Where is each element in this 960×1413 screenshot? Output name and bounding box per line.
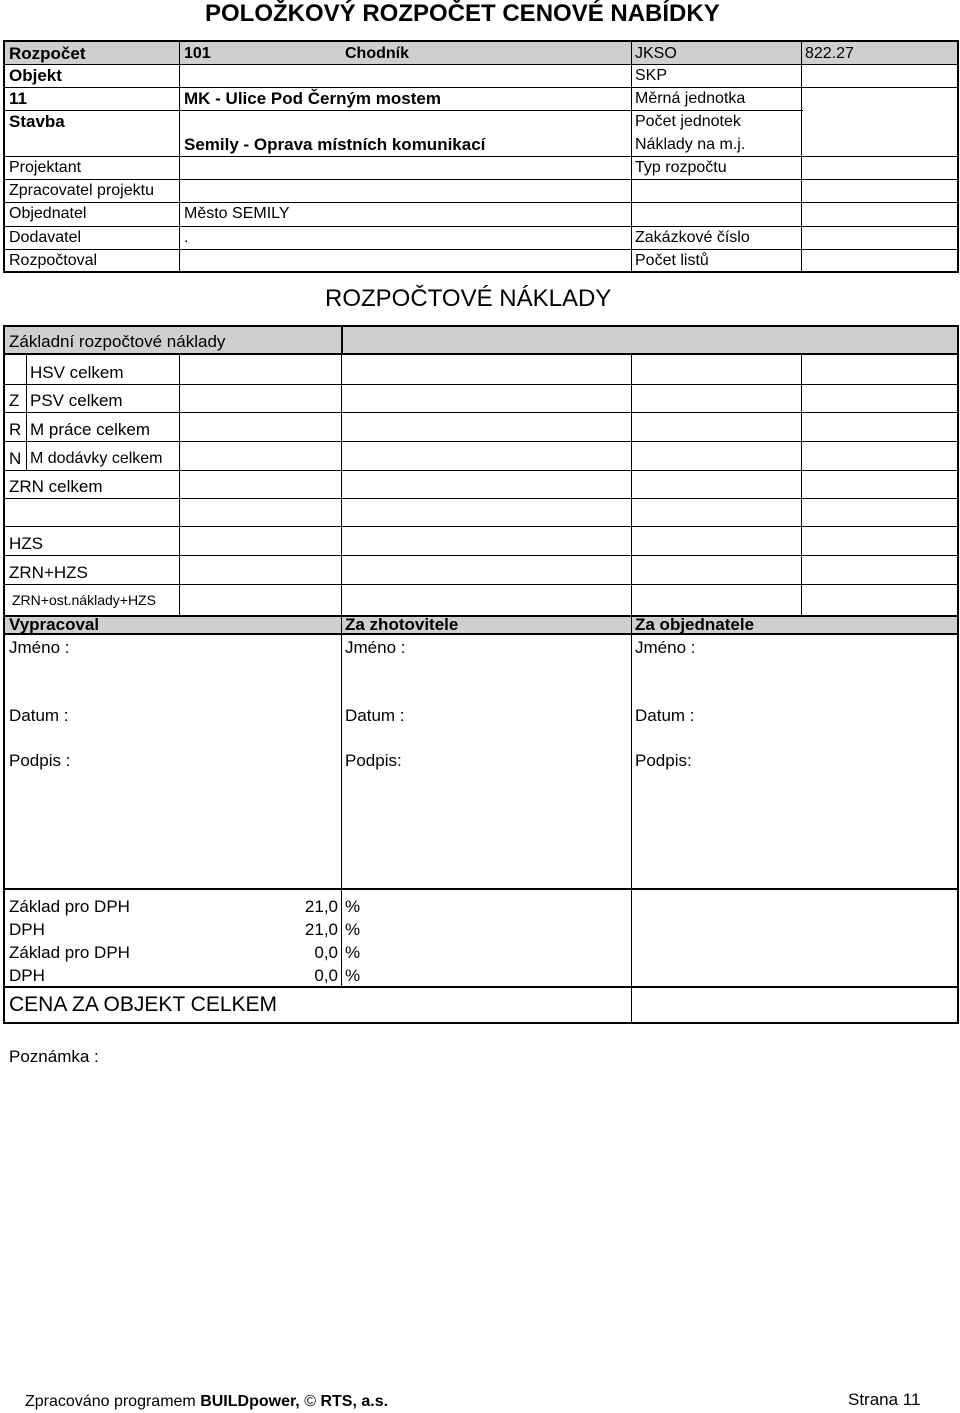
costs-section-title: ROZPOČTOVÉ NÁKLADY <box>325 285 612 312</box>
for-contractor-label: Za zhotovitele <box>345 615 459 634</box>
vat-row-unit: % <box>345 897 361 916</box>
vat-row-label: DPH <box>9 920 45 939</box>
copyright-icon: © <box>304 1393 316 1410</box>
page-title: POLOŽKOVÝ ROZPOČET CENOVÉ NABÍDKY <box>205 0 720 27</box>
object-total-label: CENA ZA OBJEKT CELKEM <box>9 993 278 1016</box>
footer-program-prefix: Zpracováno programem <box>25 1393 201 1410</box>
date-label-contractor: Datum : <box>345 706 405 725</box>
date-label-client: Datum : <box>635 706 695 725</box>
vat-row-unit: % <box>345 943 361 962</box>
sheet-count-label: Počet listů <box>635 252 709 269</box>
vat-row-unit: % <box>345 920 361 939</box>
budget-name: Chodník <box>345 45 409 62</box>
construction-label: Stavba <box>9 112 65 131</box>
name-label-client: Jméno : <box>635 638 696 657</box>
page-number: Strana 11 <box>848 1390 921 1409</box>
psv-total-label: PSV celkem <box>30 391 123 410</box>
jkso-value: 822.27 <box>805 45 854 62</box>
cost-per-unit-label: Náklady na m.j. <box>635 136 746 153</box>
date-label-prepared: Datum : <box>9 706 69 725</box>
vat-row-rate: 0,0 <box>314 966 338 985</box>
budget-code: 101 <box>184 45 211 62</box>
client-value: Město SEMILY <box>184 205 290 222</box>
supplier-value: . <box>184 229 189 246</box>
hzs-label: HZS <box>9 534 43 553</box>
signature-label-prepared: Podpis : <box>9 751 71 770</box>
footer-program <box>25 1393 388 1411</box>
vat-row-label: Základ pro DPH <box>9 943 130 962</box>
order-number-label: Zakázkové číslo <box>635 229 750 246</box>
vat-row-label: Základ pro DPH <box>9 897 130 916</box>
jkso-label: JKSO <box>635 45 677 62</box>
vat-row-rate: 0,0 <box>314 943 338 962</box>
for-client-label: Za objednatele <box>635 615 755 634</box>
vat-row-label: DPH <box>9 966 45 985</box>
side-letter-n: N <box>9 449 22 468</box>
signature-label-contractor: Podpis: <box>345 751 402 770</box>
m-supply-total-label: M dodávky celkem <box>30 450 163 467</box>
signature-label-client: Podpis: <box>635 751 692 770</box>
m-work-total-label: M práce celkem <box>30 420 150 439</box>
budget-label: Rozpočet <box>9 44 86 63</box>
vat-row-unit: % <box>345 966 361 985</box>
footer-company: RTS, a.s. <box>320 1393 389 1410</box>
name-label-contractor: Jméno : <box>345 638 406 657</box>
unit-count-label: Počet jednotek <box>635 113 741 130</box>
unit-label: Měrná jednotka <box>635 90 746 107</box>
estimator-label: Rozpočtoval <box>9 252 98 269</box>
supplier-label: Dodavatel <box>9 229 82 246</box>
vat-row-rate: 21,0 <box>304 920 338 939</box>
hsv-total-label: HSV celkem <box>30 363 124 382</box>
object-code: 11 <box>9 89 27 108</box>
project-processor-label: Zpracovatel projektu <box>9 182 154 199</box>
vat-row-rate: 21,0 <box>304 897 338 916</box>
zrn-hzs-label: ZRN+HZS <box>9 563 88 582</box>
object-name: MK - Ulice Pod Černým mostem <box>184 89 441 108</box>
name-label-prepared: Jméno : <box>9 638 70 657</box>
note-label: Poznámka : <box>9 1047 99 1066</box>
object-label: Objekt <box>9 66 62 85</box>
zrn-total-label: ZRN celkem <box>9 477 103 496</box>
side-letter-r: R <box>9 420 22 439</box>
designer-label: Projektant <box>9 159 82 176</box>
base-costs-label: Základní rozpočtové náklady <box>9 332 226 351</box>
footer-program-name: BUILDpower, <box>200 1393 300 1410</box>
client-label: Objednatel <box>9 205 87 222</box>
skp-label: SKP <box>635 67 668 84</box>
side-letter-z: Z <box>9 391 20 410</box>
zrn-other-hzs-label: ZRN+ost.náklady+HZS <box>12 592 156 608</box>
construction-name: Semily - Oprava místních komunikací <box>184 135 486 154</box>
budget-type-label: Typ rozpočtu <box>635 159 727 176</box>
prepared-by-label: Vypracoval <box>9 615 100 634</box>
